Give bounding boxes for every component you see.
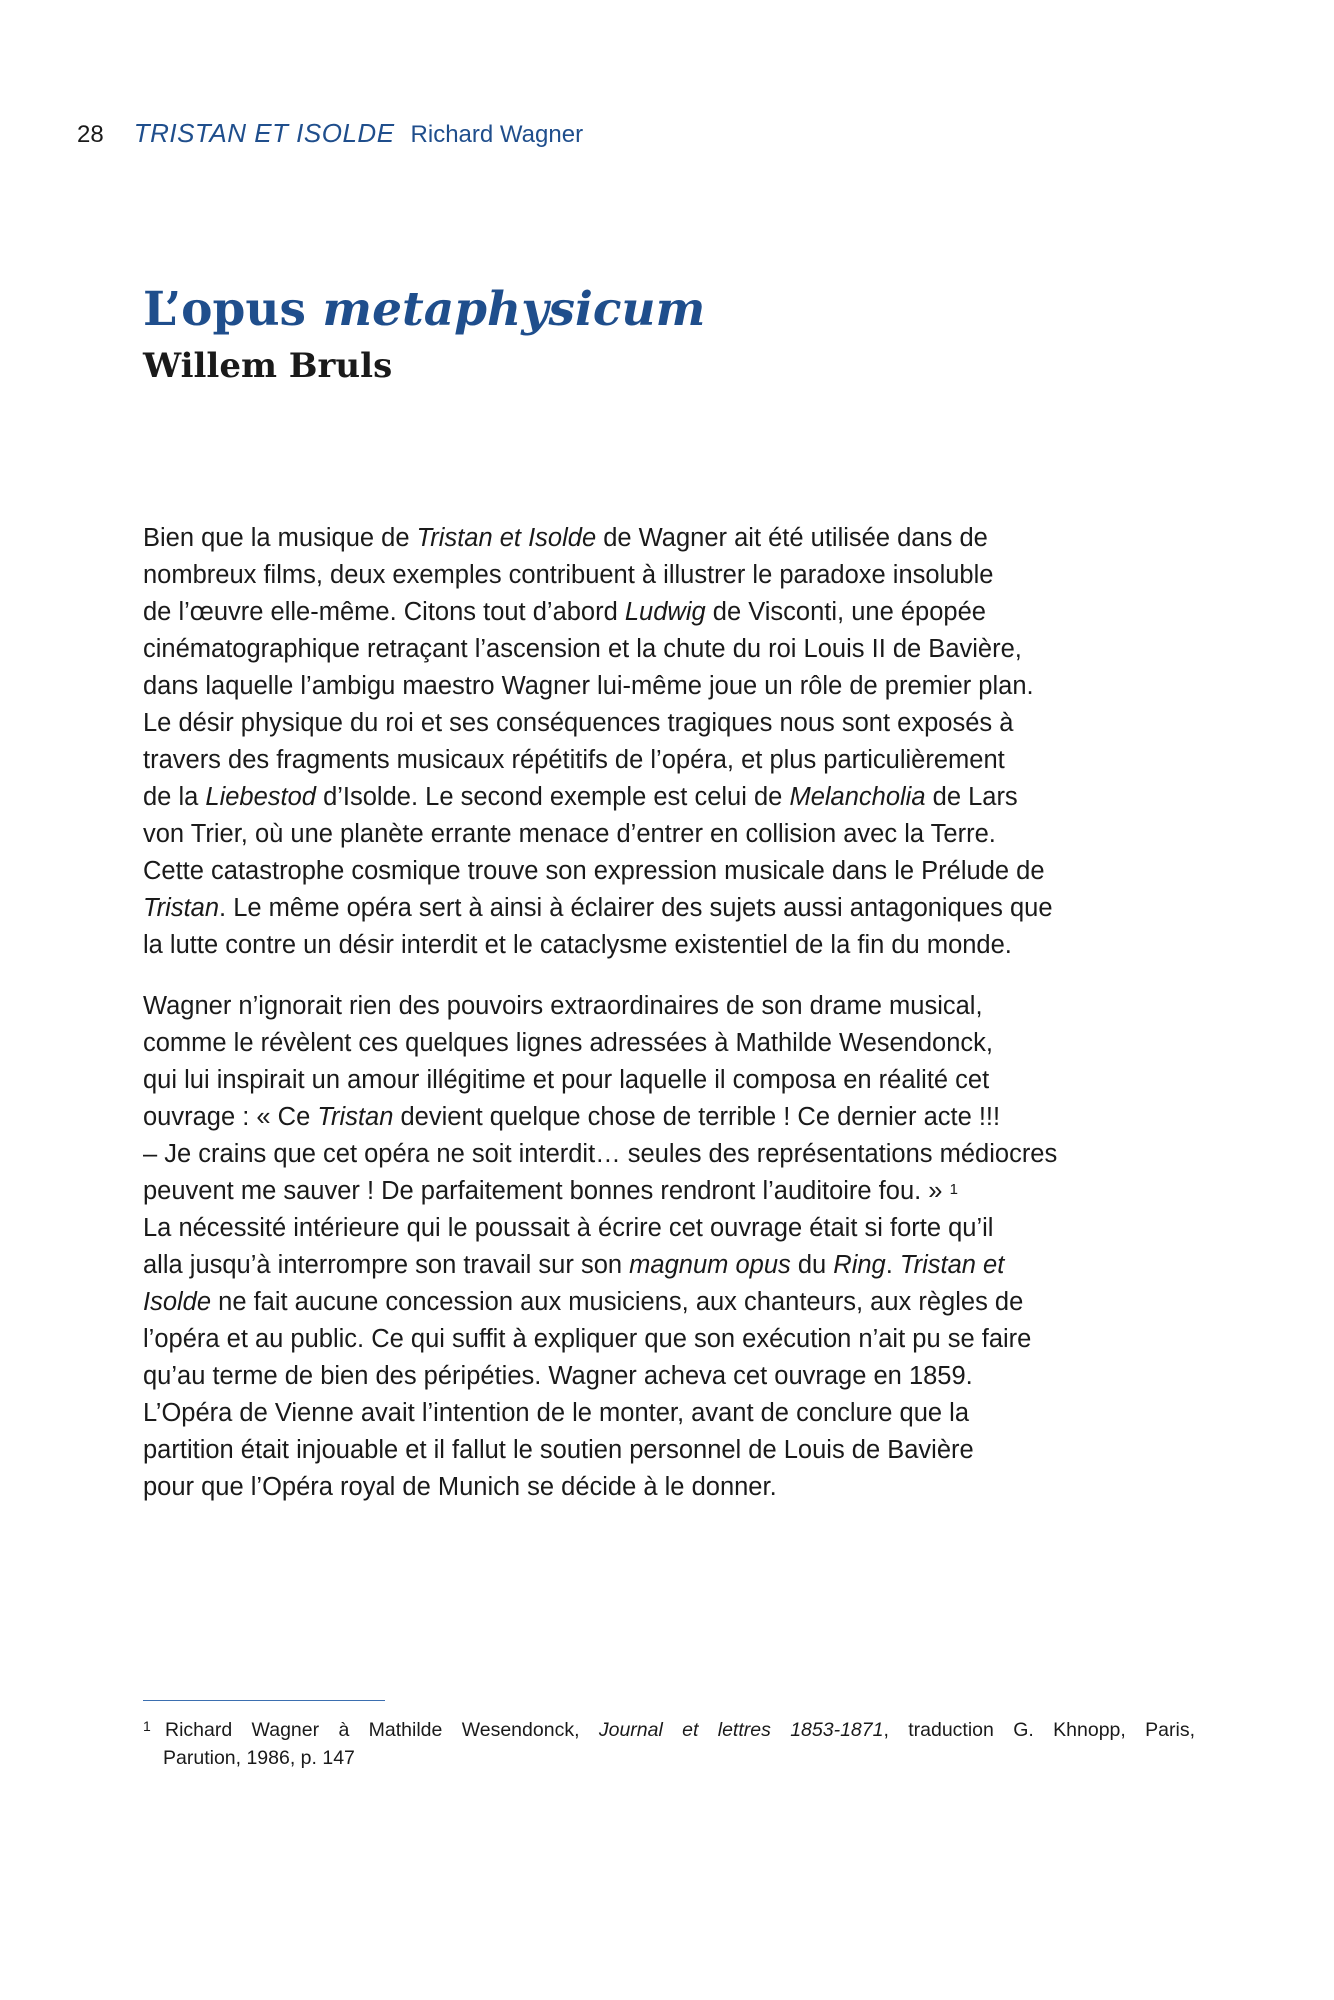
italic-text-run: Tristan	[317, 1103, 394, 1131]
text-line	[143, 705, 1195, 742]
text-run: devient quelque chose de terrible ! Ce dernier acte !!!	[393, 1103, 1001, 1131]
italic-text-run: Liebestod	[205, 783, 316, 811]
text-line	[143, 779, 1195, 816]
text-line	[143, 1173, 1195, 1210]
text-run: qui lui inspirait un amour illégitime et pour laquelle il composa en réalité cet	[143, 1066, 990, 1094]
text-run: l’opéra et au public. Ce qui suffit à expliquer que son exécution n’ait pu se faire	[143, 1325, 1032, 1353]
text-run: La nécessité intérieure qui le poussait à écrire cet ouvrage était si forte qu’il	[143, 1214, 994, 1242]
italic-text-run: Tristan	[143, 894, 220, 922]
text-run: alla jusqu’à interrompre son travail sur son	[143, 1251, 630, 1279]
italic-text-run: Ring	[833, 1251, 886, 1279]
text-run: ouvrage : « Ce	[143, 1103, 318, 1131]
text-line	[143, 927, 1195, 964]
text-line	[143, 742, 1195, 779]
text-run: nombreux films, deux exemples contribuent à illustrer le paradoxe insoluble	[143, 561, 994, 589]
text-run: L’Opéra de Vienne avait l’intention de le monter, avant de conclure que la	[143, 1399, 970, 1427]
text-run: Cette catastrophe cosmique trouve son expression musicale dans le Prélude de	[143, 857, 1045, 885]
text-line	[143, 520, 1195, 557]
body-paragraph-2	[143, 988, 1195, 1506]
article-title	[143, 282, 1193, 338]
text-run: du	[790, 1251, 834, 1279]
page-number: 28	[77, 121, 104, 148]
text-line	[143, 557, 1195, 594]
footnote-1	[143, 1716, 1195, 1772]
paragraph-spacer	[143, 964, 1195, 988]
text-run: de Lars	[925, 783, 1018, 811]
text-run: travers des fragments musicaux répétitifs de l’opéra, et plus particulièrement	[143, 746, 1005, 774]
text-line	[143, 668, 1195, 705]
text-run: comme le révèlent ces quelques lignes adressées à Mathilde Wesendonck,	[143, 1029, 993, 1057]
article-title-italic: metaphysicum	[322, 282, 706, 337]
text-line	[143, 1136, 1195, 1173]
italic-text-run: Isolde	[143, 1288, 212, 1316]
text-run: la lutte contre un désir interdit et le cataclysme existentiel de la fin du monde.	[143, 931, 1012, 959]
text-line	[143, 1358, 1195, 1395]
text-run: de Visconti, une épopée	[705, 598, 986, 626]
running-header-author: Richard Wagner	[410, 121, 584, 148]
text-line	[143, 890, 1195, 927]
body-paragraph-1	[143, 520, 1195, 964]
footnote-line-2: Parution, 1986, p. 147	[163, 1747, 355, 1769]
footnote-separator	[143, 1700, 385, 1701]
italic-text-run: Ludwig	[624, 598, 706, 626]
italic-text-run: Melancholia	[789, 783, 926, 811]
text-line	[143, 631, 1195, 668]
text-line	[143, 988, 1195, 1025]
text-line	[143, 1469, 1195, 1506]
text-line	[143, 1062, 1195, 1099]
italic-text-run: magnum opus	[629, 1251, 791, 1279]
text-run: von Trier, où une planète errante menace d’entrer en collision avec la Terre.	[143, 820, 996, 848]
text-run: d’Isolde. Le second exemple est celui de	[315, 783, 790, 811]
text-run: Le désir physique du roi et ses conséquences tragiques nous sont exposés à	[143, 709, 1014, 737]
text-line	[143, 1247, 1195, 1284]
article-heading	[143, 282, 1193, 388]
text-line	[143, 1210, 1195, 1247]
running-header-title: TRISTAN ET ISOLDE	[133, 118, 395, 148]
article-author: Willem Bruls	[143, 346, 393, 386]
italic-text-run: Tristan et Isolde	[416, 524, 597, 552]
article-body	[143, 520, 1195, 1506]
text-run: cinématographique retraçant l’ascension et la chute du roi Louis II de Bavière,	[143, 635, 1022, 663]
text-run: partition était injouable et il fallut le soutien personnel de Louis de Bavière	[143, 1436, 974, 1464]
text-run: pour que l’Opéra royal de Munich se décide à le donner.	[143, 1473, 777, 1501]
text-line	[143, 1321, 1195, 1358]
footnote-reference: 1	[949, 1181, 958, 1198]
text-line	[143, 1099, 1195, 1136]
footnote-text-b: , traduction G. Khnopp, Paris,	[883, 1719, 1195, 1741]
text-line	[143, 1432, 1195, 1469]
footnote-number: 1	[143, 1718, 151, 1734]
text-run: de la	[143, 783, 206, 811]
text-run: de Wagner ait été utilisée dans de	[596, 524, 988, 552]
text-run: ne fait aucune concession aux musiciens, aux chanteurs, aux règles de	[211, 1288, 1024, 1316]
text-run: – Je crains que cet opéra ne soit interdit… seules des représentations médiocres	[143, 1140, 1058, 1168]
italic-text-run: Tristan et	[899, 1251, 1005, 1279]
text-line	[143, 816, 1195, 853]
text-run: . Le même opéra sert à ainsi à éclairer des sujets aussi antagoniques que	[219, 894, 1053, 922]
text-run: qu’au terme de bien des péripéties. Wagner acheva cet ouvrage en 1859.	[143, 1362, 973, 1390]
text-line	[143, 1395, 1195, 1432]
text-line	[143, 594, 1195, 631]
article-title-plain: L’opus	[143, 282, 323, 337]
text-line	[143, 1284, 1195, 1321]
text-run: de l’œuvre elle-même. Citons tout d’abord	[143, 598, 625, 626]
footnote-work-title: Journal et lettres 1853-1871	[598, 1719, 884, 1741]
text-line	[143, 853, 1195, 890]
text-run: peuvent me sauver ! De parfaitement bonnes rendront l’auditoire fou. »	[143, 1177, 950, 1205]
text-run: Wagner n’ignorait rien des pouvoirs extraordinaires de son drame musical,	[143, 992, 983, 1020]
text-line	[143, 1025, 1195, 1062]
running-header	[77, 118, 583, 149]
text-run: .	[885, 1251, 900, 1279]
text-run: dans laquelle l’ambigu maestro Wagner lui-même joue un rôle de premier plan.	[143, 672, 1034, 700]
text-run: Bien que la musique de	[143, 524, 417, 552]
footnote-line-1	[143, 1716, 1195, 1744]
footnote-text-a: Richard Wagner à Mathilde Wesendonck,	[165, 1719, 599, 1741]
